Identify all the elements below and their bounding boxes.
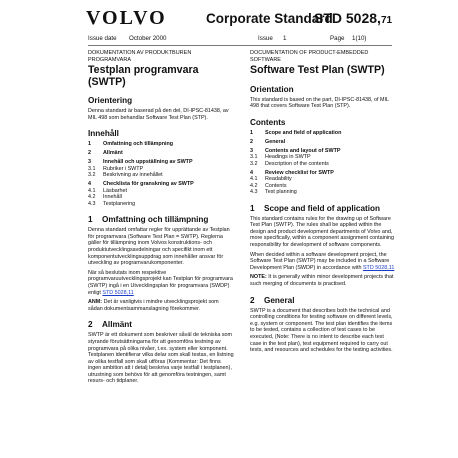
section-number: 1 [250, 203, 255, 213]
note-label: NOTE: [250, 274, 267, 281]
english-column [250, 50, 396, 354]
volvo-logo: VOLVO [86, 7, 167, 29]
toc-num: 4.3 [250, 189, 258, 196]
section-number: 2 [88, 320, 93, 330]
toc-label: Contents and layout of SWTP [265, 147, 341, 154]
section-title: Scope and field of application [264, 203, 381, 213]
orientation-heading: Orientation [250, 84, 294, 94]
swedish-column [88, 50, 234, 385]
section-1-heading [250, 204, 396, 213]
issue-date-label: Issue date [88, 35, 117, 42]
std-link[interactable]: STD 5028,11 [102, 289, 134, 296]
toc-num: 3.2 [250, 160, 258, 167]
paragraph-text: When decided within a software development project, the Software Test Plan (SWTP) may be included in a Software Development Plan (SWDP) in accordance with [250, 251, 390, 271]
doc-title: Testplan programvara (SWTP) [88, 64, 199, 88]
toc-label: General [265, 138, 286, 145]
issue-label: Issue [258, 35, 273, 42]
page-value: 1(10) [352, 35, 367, 42]
toc-num: 1 [250, 129, 253, 136]
std-number-suffix: 71 [380, 15, 393, 26]
std-link[interactable]: STD 5028,11 [362, 264, 395, 271]
header-divider [88, 45, 392, 46]
toc-heading: Contents [250, 117, 286, 127]
section-number: 2 [250, 295, 255, 305]
toc-item[interactable] [250, 139, 396, 146]
toc-label: Omfattning och tillämpning [103, 141, 174, 148]
toc-item[interactable] [88, 172, 234, 179]
toc-label: Contents [265, 182, 287, 189]
toc-num: 4.1 [250, 176, 258, 183]
section-1-note [250, 274, 396, 287]
toc-label: Innehåll och uppställning av SWTP [103, 159, 193, 166]
toc-label: Läsbarhet [103, 187, 127, 194]
toc-label: Testplanering [103, 200, 136, 207]
doc-type-label: DOCUMENTATION OF PRODUCT-EMBEDDED SOFTWARE [250, 50, 369, 63]
section-1-paragraph-2 [88, 270, 234, 296]
toc-num: 2 [250, 138, 253, 145]
section-2-heading [250, 296, 396, 305]
toc-label: Scope and field of application [265, 129, 342, 136]
toc-item[interactable] [250, 130, 396, 137]
issue-value: 1 [283, 35, 287, 42]
note-text: It is generally within minor development projects that such merging of documents is practised. [250, 274, 394, 288]
page-header [0, 4, 458, 36]
toc-num: 4 [250, 169, 253, 176]
section-title: Omfattning och tillämpning [102, 215, 209, 225]
doc-type-label: DOKUMENTATION AV PRODUKTBUREN PROGRAMVARA [88, 50, 192, 63]
toc-item[interactable] [88, 141, 234, 148]
corporate-standard-label: Corporate Standard [206, 11, 333, 26]
section-2-heading [88, 320, 234, 329]
note-label: ANM: [88, 299, 103, 306]
toc-num: 4.3 [88, 200, 96, 207]
toc-num: 3 [250, 147, 253, 154]
toc-num: 3.1 [250, 154, 258, 161]
toc-num: 3.2 [88, 172, 96, 179]
toc-label: Rubriker i SWTP [103, 165, 144, 172]
note-text: Det är vanligtvis i mindre utvecklingsprojekt som sådan dokumentsammanslagning förekommer. [88, 299, 219, 312]
toc-label: Test planning [265, 189, 297, 196]
paragraph-text: När så beslutats inom respektive programvaruutvecklingsprojekt kan Testplan för programvara (SWTP) ingå i en Utvecklingsplan för programvara (SWDP) enligt [88, 269, 233, 296]
section-1-heading [88, 215, 234, 224]
toc-label: Headings in SWTP [265, 154, 311, 161]
section-title: General [264, 295, 295, 305]
toc-heading: Innehåll [88, 129, 119, 139]
section-number: 1 [88, 215, 93, 225]
toc-item[interactable] [250, 161, 396, 168]
orientation-text: This standard is based on the part, DI-IPSC-81438, of MIL 498 that covers Software Test Plan (STP). [250, 96, 389, 110]
toc-label: Readability [265, 176, 292, 183]
issue-date-value: October 2000 [129, 35, 167, 42]
toc-num: 3.1 [88, 165, 96, 172]
section-1-paragraph-2 [250, 252, 396, 272]
toc-num: 4.2 [250, 182, 258, 189]
toc-item[interactable] [88, 201, 234, 208]
toc-label: Review checklist for SWTP [265, 169, 334, 176]
toc-num: 3 [88, 159, 91, 166]
toc-label: Allmänt [103, 150, 123, 157]
toc-label: Description of the contents [265, 160, 329, 167]
toc-num: 4.2 [88, 194, 96, 201]
section-title: Allmänt [102, 320, 133, 330]
toc-label: Checklista för granskning av SWTP [103, 181, 194, 188]
section-2-paragraph: SWTP is a document that describes both the technical and controlling conditions for testing software on different levels, e.g. system or component. The test plan identifies the items to be tested, contains a collection of test cases to be executed, (Note: There is no intent to describe each test case in the test plan), test equipment required to carry out tests, and resources and schedules for the testing activities. [250, 307, 393, 354]
section-2-paragraph: SWTP är ett dokument som beskriver såväl de tekniska som styrande förutsättningarna för att genomföra testning av programvara på olika nivåer, t.ex. system eller komponent. Testplanen identifierar vilka delar som skall testas, en listning av olika testfall som skall utföras (Kommentar: Det finns ingen ambition att i detalj beskriva varje testfall i testplanen), utrustning som behövs för att genomföra testningen, samt resurs- och tidplaner. [88, 332, 234, 385]
toc-num: 4 [88, 181, 91, 188]
page-label: Page [330, 35, 345, 42]
toc-label: Beskrivning av innehållet [103, 172, 163, 179]
orientation-text: Denna standard är baserad på den del, DI-IPSC-81438, av MIL 498 som behandlar Software Test Plan (STP). [88, 108, 229, 121]
section-1-paragraph: Denna standard omfattar regler för upprättande av Testplan för programvara (Software Test Plan = SWTP). Reglerna gäller för tillämpning inom Volvos konstruktions- och produktutvecklingsavdelningar och specifikt inom ett komponentutvecklingsuppdrag som innehåller ansvar för utveckling av programvarukomponenter. [88, 227, 230, 267]
std-number-main: STD 5028, [314, 10, 381, 26]
section-1-note [88, 299, 234, 312]
table-of-contents [250, 130, 396, 196]
toc-num: 4.1 [88, 187, 96, 194]
section-1-paragraph: This standard contains rules for the drawing up of Software Test Plan (SWTP). The rules shall be applied within the design and product development departments of Volvo and, more specifically, within a component assignment containing responsibility for development of software components. [250, 215, 395, 249]
toc-item[interactable] [250, 189, 396, 196]
doc-title: Software Test Plan (SWTP) [250, 64, 385, 76]
toc-num: 2 [88, 150, 91, 157]
table-of-contents [88, 141, 234, 207]
orientation-heading: Orientering [88, 96, 133, 105]
toc-item[interactable] [88, 150, 234, 157]
standard-number [314, 11, 392, 28]
toc-num: 1 [88, 141, 91, 148]
toc-label: Innehåll [103, 194, 122, 201]
